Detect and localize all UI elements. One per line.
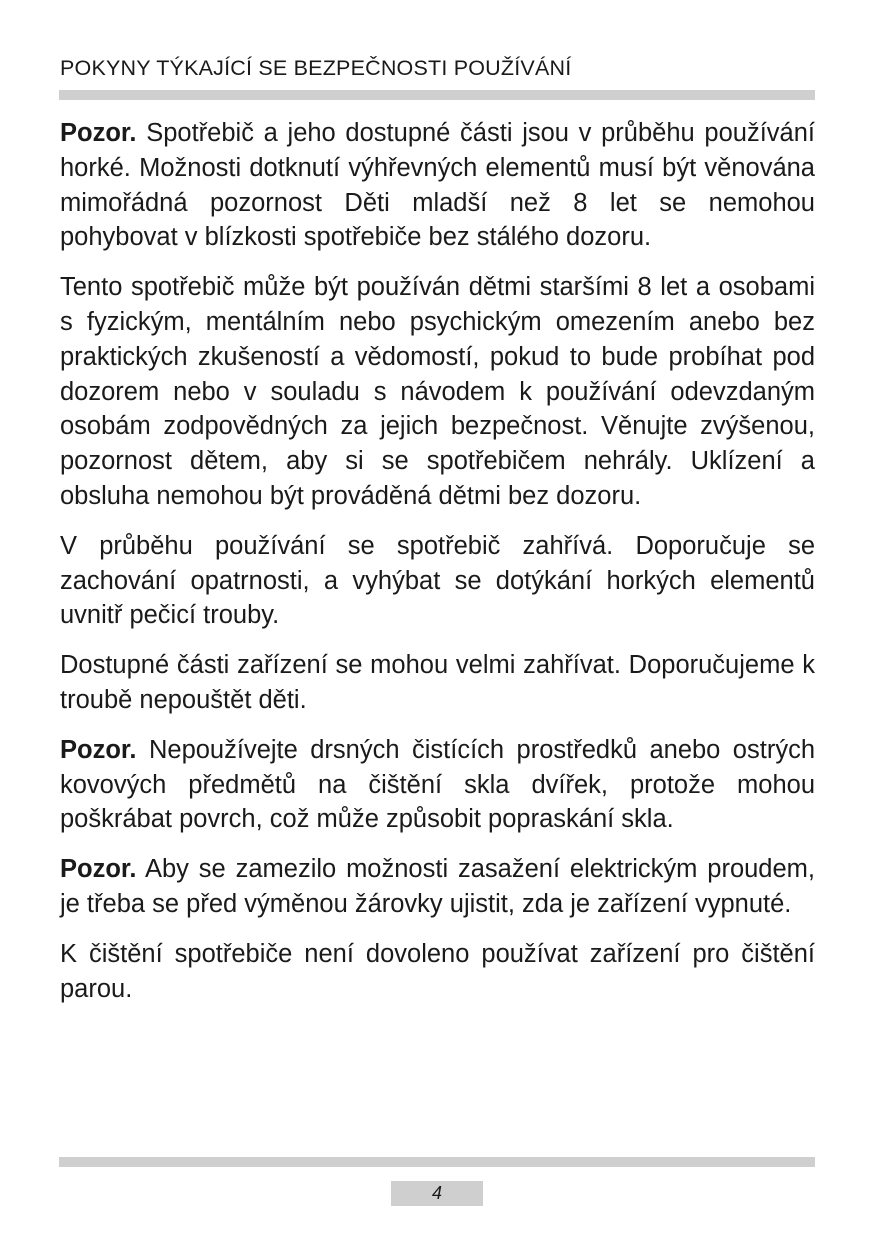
paragraph-text: Nepoužívejte drsných čistících prostředků anebo ostrých kovových předmětů na čištění skla dvířek, protože mohou poškrábat povrch, což může způsobit popraskání skla. (60, 735, 815, 834)
page-number: 4 (391, 1181, 483, 1206)
footer-divider (59, 1157, 815, 1167)
header-divider (59, 90, 815, 100)
paragraph-text: Spotřebič a jeho dostupné části jsou v průběhu používání horké. Možnosti dotknutí výhřevných elementů musí být věnována mimořádná pozornost Děti mladší než 8 let se nemohou pohybovat v blízkosti spotřebiče bez stálého dozoru. (60, 119, 815, 252)
paragraph-keep-children-away (60, 648, 815, 718)
paragraph-children-supervision (60, 270, 815, 514)
paragraph-warning-cleaning-glass (60, 733, 815, 837)
paragraph-text: K čištění spotřebiče není dovoleno používat zařízení pro čištění parou. (60, 939, 815, 1003)
warning-lead: Pozor. (60, 119, 137, 147)
paragraph-warning-electric-shock (60, 852, 815, 922)
page-title: POKYNY TÝKAJÍCÍ SE BEZPEČNOSTI POUŽÍVÁNÍ (60, 56, 572, 80)
document-body (60, 116, 815, 1021)
warning-lead: Pozor. (60, 735, 137, 764)
warning-lead: Pozor. (60, 855, 137, 884)
paragraph-text: Tento spotřebič může být používán dětmi staršími 8 let a osobami s fyzickým, mentálním nebo psychickým omezením anebo bez praktických zkušeností a vědomostí, pokud to bude probíhat pod dozorem nebo v souladu s návodem k používání odevzdaným osobám zodpovědných za jejich bezpečnost. Věnujte zvýšenou, pozornost dětem, aby si se spotřebičem nehrály. Uklízení a obsluha nemohou být prováděná dětmi bez dozoru. (60, 273, 815, 510)
paragraph-text: Aby se zamezilo možnosti zasažení elektrickým proudem, je třeba se před výměnou žárovky ujistit, zda je zařízení vypnuté. (60, 855, 815, 918)
paragraph-warning-hot-parts (60, 116, 815, 255)
paragraph-text: V průběhu používání se spotřebič zahřívá. Doporučuje se zachování opatrnosti, a vyhýbat se dotýkání horkých elementů uvnitř pečicí trouby. (60, 531, 815, 630)
paragraph-appliance-heats (60, 529, 815, 633)
paragraph-text: Dostupné části zařízení se mohou velmi zahřívat. Doporučujeme k troubě nepouštět děti. (60, 651, 815, 714)
paragraph-steam-cleaning (60, 937, 815, 1007)
